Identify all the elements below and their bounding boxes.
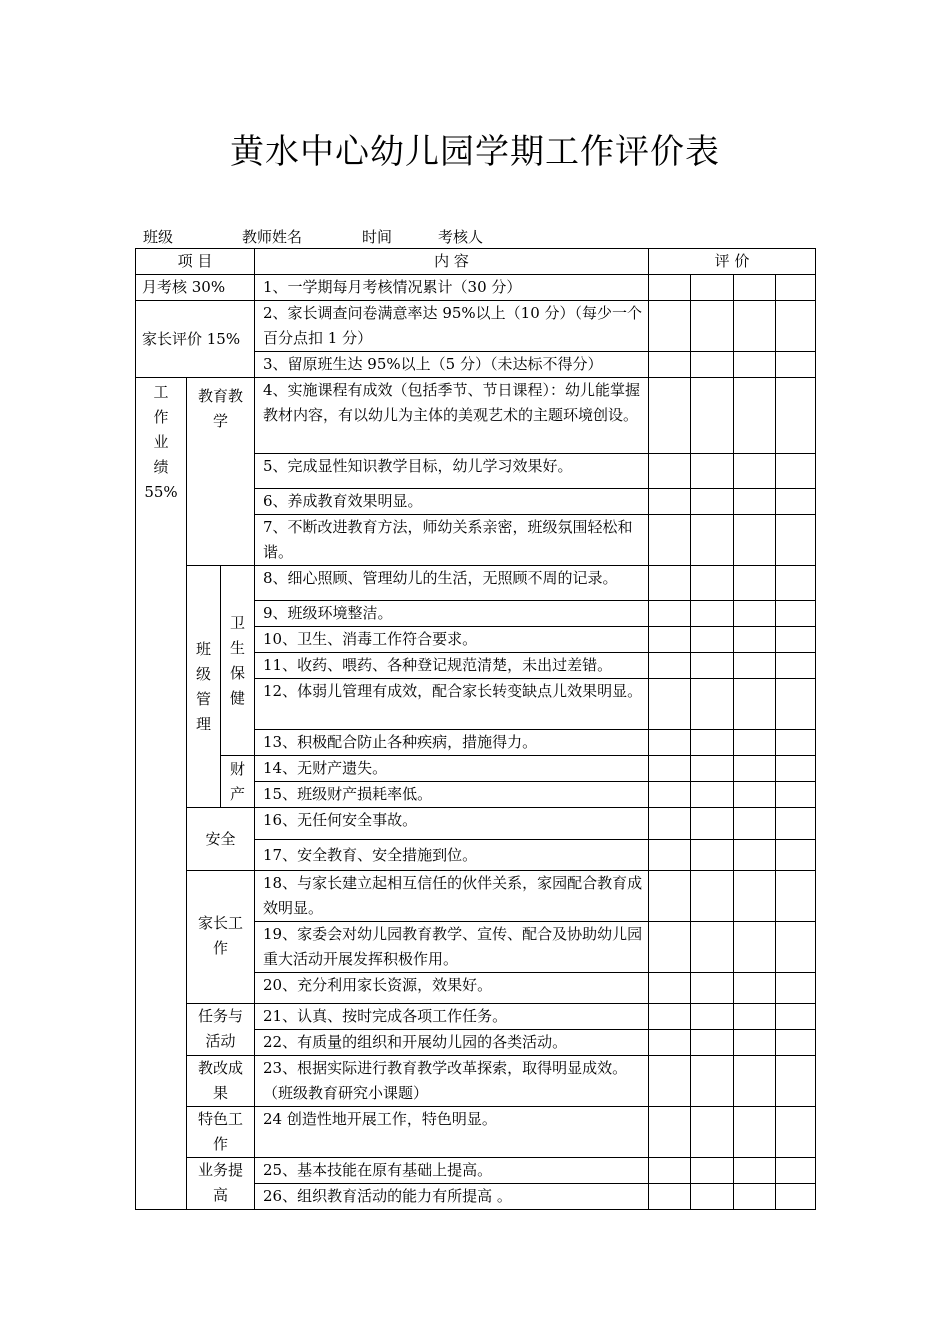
- score-cell[interactable]: [691, 782, 734, 808]
- category-feature: 特色工作: [187, 1107, 255, 1158]
- score-cell[interactable]: [691, 840, 734, 871]
- score-cell[interactable]: [649, 627, 691, 653]
- score-cell[interactable]: [734, 1107, 776, 1158]
- score-cell[interactable]: [776, 1030, 816, 1056]
- property-label: 财产: [230, 759, 246, 803]
- score-cell[interactable]: [691, 1107, 734, 1158]
- page-title: 黄水中心幼儿园学期工作评价表: [230, 132, 720, 172]
- score-cell[interactable]: [649, 1158, 691, 1184]
- item-text: 16、无任何安全事故。: [255, 808, 649, 840]
- item-text: 8、细心照顾、管理幼儿的生活，无照顾不周的记录。: [255, 566, 649, 601]
- score-cell[interactable]: [649, 840, 691, 871]
- score-cell[interactable]: [691, 1004, 734, 1030]
- table-row: [136, 378, 816, 454]
- score-cell[interactable]: [649, 730, 691, 756]
- score-cell[interactable]: [776, 1184, 816, 1210]
- score-cell[interactable]: [649, 1056, 691, 1107]
- score-cell[interactable]: [734, 489, 776, 515]
- score-cell[interactable]: [734, 275, 776, 301]
- score-cell[interactable]: [649, 301, 691, 352]
- table-row: [136, 871, 816, 922]
- item-text: 3、留原班生达 95%以上（5 分）（未达标不得分）: [255, 352, 649, 378]
- score-cell[interactable]: [734, 1158, 776, 1184]
- table-header-row: [136, 249, 816, 275]
- score-cell[interactable]: [691, 808, 734, 840]
- item-text: 2、家长调查问卷满意率达 95%以上（10 分）（每少一个百分点扣 1 分）: [255, 301, 649, 352]
- score-cell[interactable]: [734, 730, 776, 756]
- table-row: [136, 1004, 816, 1030]
- table-row: [136, 808, 816, 840]
- score-cell[interactable]: [691, 627, 734, 653]
- score-cell[interactable]: [649, 352, 691, 378]
- score-cell[interactable]: [691, 275, 734, 301]
- score-cell[interactable]: [734, 840, 776, 871]
- evaluation-table: [135, 248, 816, 1210]
- score-cell[interactable]: [734, 782, 776, 808]
- score-cell[interactable]: [691, 730, 734, 756]
- score-cell[interactable]: [734, 1184, 776, 1210]
- item-text: 15、班级财产损耗率低。: [255, 782, 649, 808]
- score-cell[interactable]: [776, 301, 816, 352]
- item-text: 21、认真、按时完成各项工作任务。: [255, 1004, 649, 1030]
- item-text: 14、无财产遗失。: [255, 756, 649, 782]
- score-cell[interactable]: [734, 973, 776, 1004]
- table-row: [136, 275, 816, 301]
- score-cell[interactable]: [649, 679, 691, 730]
- score-cell[interactable]: [691, 601, 734, 627]
- score-cell[interactable]: [734, 627, 776, 653]
- score-cell[interactable]: [776, 489, 816, 515]
- score-cell[interactable]: [649, 275, 691, 301]
- item-text: 10、卫生、消毒工作符合要求。: [255, 627, 649, 653]
- item-text: 25、基本技能在原有基础上提高。: [255, 1158, 649, 1184]
- score-cell[interactable]: [649, 566, 691, 601]
- item-text: 11、收药、喂药、各种登记规范清楚，未出过差错。: [255, 653, 649, 679]
- item-text: 26、组织教育活动的能力有所提高 。: [255, 1184, 649, 1210]
- score-cell[interactable]: [776, 1004, 816, 1030]
- score-cell[interactable]: [776, 566, 816, 601]
- teacher-name-label: 教师姓名: [242, 228, 303, 246]
- item-text: 7、不断改进教育方法，师幼关系亲密，班级氛围轻松和谐。: [255, 515, 649, 566]
- item-text: 19、家委会对幼儿园教育教学、宣传、配合及协助幼儿园重大活动开展发挥积极作用。: [255, 922, 649, 973]
- category-teaching: 教育教学: [187, 378, 255, 566]
- score-cell[interactable]: [734, 679, 776, 730]
- score-cell[interactable]: [691, 756, 734, 782]
- score-cell[interactable]: [691, 1030, 734, 1056]
- header-evaluation: 评 价: [649, 249, 816, 275]
- score-cell[interactable]: [776, 808, 816, 840]
- score-cell[interactable]: [734, 871, 776, 922]
- work-label: 工作业绩: [153, 383, 169, 476]
- score-cell[interactable]: [649, 601, 691, 627]
- score-cell[interactable]: [776, 275, 816, 301]
- table-row: [136, 1107, 816, 1158]
- score-cell[interactable]: [649, 871, 691, 922]
- score-cell[interactable]: [734, 1030, 776, 1056]
- category-monthly: 月考核 30%: [136, 275, 255, 301]
- score-cell[interactable]: [691, 454, 734, 489]
- category-work-performance: [136, 378, 187, 1210]
- score-cell[interactable]: [649, 653, 691, 679]
- table-row: [136, 1056, 816, 1107]
- item-text: 23、根据实际进行教育教学改革探索，取得明显成效。（班级教育研究小课题）: [255, 1056, 649, 1107]
- score-cell[interactable]: [734, 601, 776, 627]
- score-cell[interactable]: [776, 840, 816, 871]
- score-cell[interactable]: [776, 730, 816, 756]
- score-cell[interactable]: [649, 756, 691, 782]
- header-content: 内 容: [255, 249, 649, 275]
- category-hygiene: [221, 566, 255, 756]
- item-text: 20、充分利用家长资源，效果好。: [255, 973, 649, 1004]
- score-cell[interactable]: [691, 653, 734, 679]
- score-cell[interactable]: [691, 1056, 734, 1107]
- item-text: 18、与家长建立起相互信任的伙伴关系，家园配合教育成效明显。: [255, 871, 649, 922]
- score-cell[interactable]: [649, 1184, 691, 1210]
- item-text: 6、养成教育效果明显。: [255, 489, 649, 515]
- score-cell[interactable]: [776, 1158, 816, 1184]
- item-text: 17、安全教育、安全措施到位。: [255, 840, 649, 871]
- score-cell[interactable]: [691, 352, 734, 378]
- score-cell[interactable]: [649, 454, 691, 489]
- table-row: [136, 566, 816, 601]
- score-cell[interactable]: [734, 566, 776, 601]
- item-text: 13、积极配合防止各种疾病，措施得力。: [255, 730, 649, 756]
- score-cell[interactable]: [734, 808, 776, 840]
- score-cell[interactable]: [776, 756, 816, 782]
- score-cell[interactable]: [734, 515, 776, 566]
- score-cell[interactable]: [734, 922, 776, 973]
- score-cell[interactable]: [691, 1158, 734, 1184]
- score-cell[interactable]: [776, 1107, 816, 1158]
- category-class-management: [187, 566, 221, 808]
- category-parent-eval: 家长评价 15%: [136, 301, 255, 378]
- hygiene-label: 卫生保健: [230, 613, 246, 707]
- score-cell[interactable]: [649, 922, 691, 973]
- class-management-label: 班级管理: [196, 639, 212, 733]
- table-row: [136, 301, 816, 352]
- table-row: [136, 1158, 816, 1184]
- score-cell[interactable]: [776, 973, 816, 1004]
- score-cell[interactable]: [776, 871, 816, 922]
- score-cell[interactable]: [776, 601, 816, 627]
- score-cell[interactable]: [776, 352, 816, 378]
- item-text: 4、实施课程有成效（包括季节、节日课程）：幼儿能掌握教材内容，有以幼儿为主体的美观艺术的主题环境创设。: [255, 378, 649, 454]
- table-row: [136, 756, 816, 782]
- score-cell[interactable]: [691, 515, 734, 566]
- score-cell[interactable]: [691, 871, 734, 922]
- score-cell[interactable]: [649, 782, 691, 808]
- item-text: 1、一学期每月考核情况累计（30 分）: [255, 275, 649, 301]
- score-cell[interactable]: [734, 1056, 776, 1107]
- score-cell[interactable]: [776, 1056, 816, 1107]
- score-cell[interactable]: [776, 782, 816, 808]
- score-cell[interactable]: [691, 973, 734, 1004]
- score-cell[interactable]: [691, 378, 734, 454]
- score-cell[interactable]: [649, 1107, 691, 1158]
- score-cell[interactable]: [649, 973, 691, 1004]
- score-cell[interactable]: [734, 378, 776, 454]
- category-property: [221, 756, 255, 808]
- score-cell[interactable]: [691, 922, 734, 973]
- score-cell[interactable]: [649, 515, 691, 566]
- score-cell[interactable]: [649, 489, 691, 515]
- score-cell[interactable]: [776, 627, 816, 653]
- assessor-label: 考核人: [438, 228, 484, 246]
- score-cell[interactable]: [649, 1004, 691, 1030]
- item-text: 12、体弱儿管理有成效，配合家长转变缺点儿效果明显。: [255, 679, 649, 730]
- item-text: 24 创造性地开展工作，特色明显。: [255, 1107, 649, 1158]
- score-cell[interactable]: [776, 454, 816, 489]
- work-percent: 55%: [144, 483, 178, 501]
- category-parent-work: 家长工作: [187, 871, 255, 1004]
- score-cell[interactable]: [649, 1030, 691, 1056]
- score-cell[interactable]: [734, 301, 776, 352]
- score-cell[interactable]: [691, 1184, 734, 1210]
- score-cell[interactable]: [691, 489, 734, 515]
- category-tasks: 任务与活动: [187, 1004, 255, 1056]
- header-item: 项 目: [136, 249, 255, 275]
- score-cell[interactable]: [776, 515, 816, 566]
- item-text: 9、班级环境整洁。: [255, 601, 649, 627]
- score-cell[interactable]: [776, 378, 816, 454]
- category-safety: 安全: [187, 808, 255, 871]
- score-cell[interactable]: [776, 922, 816, 973]
- score-cell[interactable]: [734, 352, 776, 378]
- score-cell[interactable]: [649, 378, 691, 454]
- score-cell[interactable]: [734, 1004, 776, 1030]
- score-cell[interactable]: [691, 679, 734, 730]
- class-label: 班级: [143, 228, 174, 246]
- time-label: 时间: [362, 228, 393, 246]
- score-cell[interactable]: [649, 808, 691, 840]
- item-text: 22、有质量的组织和开展幼儿园的各类活动。: [255, 1030, 649, 1056]
- score-cell[interactable]: [734, 653, 776, 679]
- score-cell[interactable]: [691, 566, 734, 601]
- category-reform: 教改成果: [187, 1056, 255, 1107]
- score-cell[interactable]: [776, 679, 816, 730]
- item-text: 5、完成显性知识教学目标，幼儿学习效果好。: [255, 454, 649, 489]
- score-cell[interactable]: [691, 301, 734, 352]
- score-cell[interactable]: [734, 756, 776, 782]
- category-skills: 业务提高: [187, 1158, 255, 1210]
- score-cell[interactable]: [734, 454, 776, 489]
- score-cell[interactable]: [776, 653, 816, 679]
